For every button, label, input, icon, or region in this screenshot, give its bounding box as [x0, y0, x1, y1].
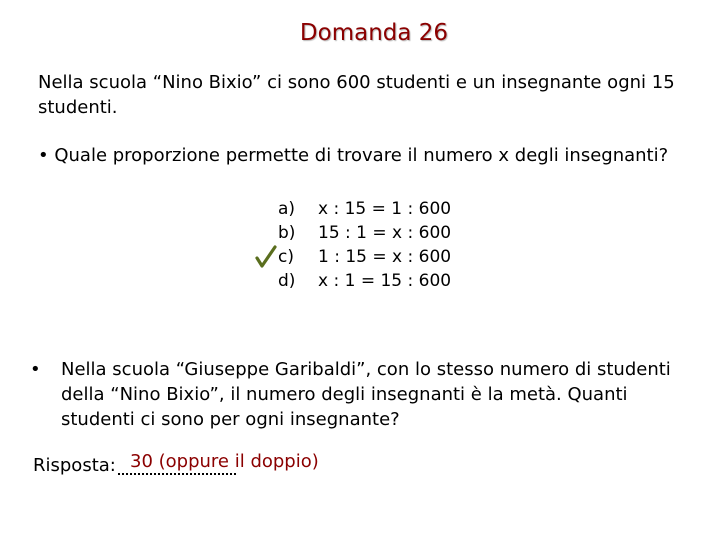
option-b — [278, 221, 451, 245]
option-d — [278, 269, 451, 293]
option-letter: d) — [278, 271, 296, 291]
option-text: 1 : 15 = x : 600 — [318, 247, 452, 267]
option-text: 15 : 1 = x : 600 — [318, 223, 452, 243]
bullet: • — [30, 359, 41, 380]
question-text: Nella scuola “Giuseppe Garibaldi”, con lo stesso numero di studenti della “Nino Bixio”, il numero degli insegnanti è la metà. Quanti studenti ci sono per ogni insegnante? — [61, 359, 671, 430]
option-letter: c) — [278, 247, 294, 267]
option-c — [278, 245, 451, 269]
option-letter: a) — [278, 199, 296, 219]
answer-label: Risposta: — [33, 455, 116, 476]
page-title: Domanda 26 — [299, 20, 449, 46]
option-text: x : 15 = 1 : 600 — [318, 199, 452, 219]
checkmark-icon — [255, 245, 277, 269]
question-teachers — [30, 357, 690, 432]
option-letter: b) — [278, 223, 296, 243]
option-text: x : 1 = 15 : 600 — [318, 271, 452, 291]
answer-options — [278, 197, 451, 293]
option-a — [278, 197, 451, 221]
question-proportion: • Quale proporzione permette di trovare il numero x degli insegnanti? — [38, 145, 669, 166]
answer-value: 30 (oppure il doppio) — [130, 451, 319, 472]
problem-intro: Nella scuola “Nino Bixio” ci sono 600 studenti e un insegnante ogni 15 studenti. — [38, 72, 675, 118]
